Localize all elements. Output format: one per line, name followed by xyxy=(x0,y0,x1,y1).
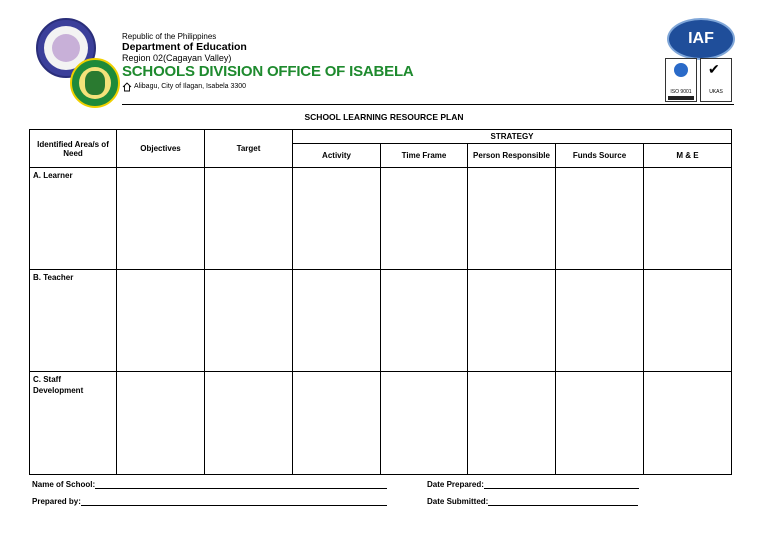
cell-activity[interactable] xyxy=(293,168,381,270)
sdo-isabela-seal-logo xyxy=(70,58,120,108)
header-objectives: Objectives xyxy=(117,130,205,168)
cell-funds-source[interactable] xyxy=(556,168,644,270)
iaf-logo: IAF xyxy=(667,18,735,60)
document-title: SCHOOL LEARNING RESOURCE PLAN xyxy=(304,112,464,122)
header-person-responsible: Person Responsible xyxy=(468,144,556,168)
prepared-by-label: Prepared by: xyxy=(32,497,81,506)
cell-target[interactable] xyxy=(205,270,293,372)
header-region: Region 02(Cagayan Valley) xyxy=(122,53,232,63)
cell-time-frame[interactable] xyxy=(381,372,468,475)
cell-objectives[interactable] xyxy=(117,168,205,270)
row-label-teacher: B. Teacher xyxy=(30,270,117,372)
header-funds-source: Funds Source xyxy=(556,144,644,168)
header-department: Department of Education xyxy=(122,41,247,53)
prepared-by-line[interactable] xyxy=(81,497,387,506)
cell-person-responsible[interactable] xyxy=(468,168,556,270)
table-row xyxy=(30,168,732,270)
checkmark-icon: ✔ xyxy=(708,61,720,77)
header-divider xyxy=(122,104,734,105)
prepared-by-field xyxy=(32,497,387,506)
header-area-of-need: Identified Area/s of Need xyxy=(30,130,117,168)
cell-time-frame[interactable] xyxy=(381,270,468,372)
header-m-and-e: M & E xyxy=(644,144,732,168)
header-activity: Activity xyxy=(293,144,381,168)
header-time-frame: Time Frame xyxy=(381,144,468,168)
table-row xyxy=(30,270,732,372)
name-of-school-field xyxy=(32,480,387,489)
deped-seal-core xyxy=(52,34,80,62)
cell-activity[interactable] xyxy=(293,270,381,372)
date-prepared-line[interactable] xyxy=(484,480,639,489)
cell-time-frame[interactable] xyxy=(381,168,468,270)
cell-objectives[interactable] xyxy=(117,372,205,475)
iso-certification-logo xyxy=(665,58,697,102)
row-label-learner: A. Learner xyxy=(30,168,117,270)
name-of-school-label: Name of School: xyxy=(32,480,96,489)
date-submitted-field xyxy=(427,497,638,506)
date-submitted-label: Date Submitted: xyxy=(427,497,489,506)
cell-objectives[interactable] xyxy=(117,270,205,372)
iso-badge-icon xyxy=(674,63,688,77)
cell-activity[interactable] xyxy=(293,372,381,475)
cell-m-and-e[interactable] xyxy=(644,372,732,475)
header-office: SCHOOLS DIVISION OFFICE OF ISABELA xyxy=(122,63,414,80)
row-label-staff-development: C. Staff Development xyxy=(30,372,117,475)
iso-footer-bar xyxy=(668,96,694,100)
cell-person-responsible[interactable] xyxy=(468,372,556,475)
table-row xyxy=(30,372,732,475)
header-target: Target xyxy=(205,130,293,168)
home-icon xyxy=(122,82,132,92)
date-prepared-label: Date Prepared: xyxy=(427,480,484,489)
name-of-school-line[interactable] xyxy=(95,480,387,489)
cell-person-responsible[interactable] xyxy=(468,270,556,372)
header-republic: Republic of the Philippines xyxy=(122,32,217,41)
ukas-certification-logo xyxy=(700,58,732,102)
date-submitted-line[interactable] xyxy=(488,497,638,506)
cell-m-and-e[interactable] xyxy=(644,168,732,270)
header-strategy: STRATEGY xyxy=(293,130,732,144)
ukas-label: UKAS xyxy=(709,89,723,95)
cell-m-and-e[interactable] xyxy=(644,270,732,372)
sdo-seal-core xyxy=(85,71,105,95)
header-address: Alibagu, City of Ilagan, Isabela 3300 xyxy=(134,83,247,90)
iso-label: ISO 9001 xyxy=(670,89,692,95)
cell-target[interactable] xyxy=(205,372,293,475)
cell-target[interactable] xyxy=(205,168,293,270)
resource-plan-table xyxy=(29,129,732,475)
cell-funds-source[interactable] xyxy=(556,372,644,475)
cell-funds-source[interactable] xyxy=(556,270,644,372)
date-prepared-field xyxy=(427,480,639,489)
